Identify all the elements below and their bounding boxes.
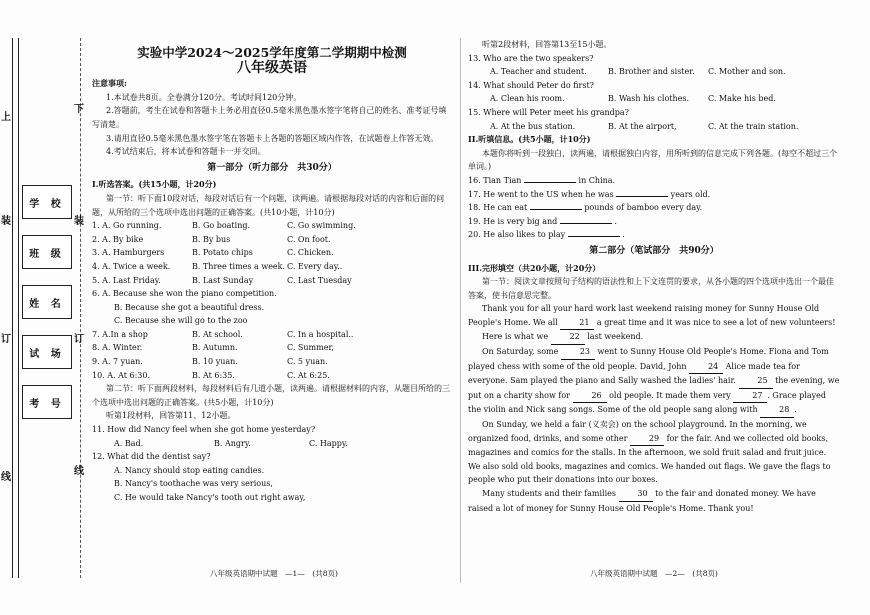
part1-title: 第一部分（听力部分 共30分） bbox=[207, 162, 337, 173]
notice-item-2: 2.答题前，考生在试卷和答题卡上务必用直径0.5毫米黑色墨水签字笔将自己的姓名、准考证号填写清楚。 bbox=[92, 106, 447, 129]
option-a[interactable]: 3. A. Hamburgers bbox=[92, 248, 165, 258]
notice-heading: 注意事项: bbox=[92, 78, 127, 89]
question-row bbox=[92, 233, 452, 247]
passage-paragraph: Thank you for all your hard work last weekend raising money for Sunny House Old People's Home. We all 21 a great time and it was nice to see a lot of new volunteers! bbox=[468, 302, 840, 330]
q6-option-a[interactable]: 6. A. Because she won the piano competition. bbox=[92, 289, 277, 299]
option-a[interactable]: A. Clean his room. bbox=[490, 94, 565, 104]
section-iii-intro: 第一节：阅读文章按照句子结构的语法性和上下文连贯的要求，从各小题的四个选项中选出一个最佳答案，使书信意思完整。 bbox=[468, 277, 834, 300]
exam-subject: 八年级英语 bbox=[237, 59, 307, 76]
margin-char-xian-left: 线 bbox=[1, 472, 11, 483]
page-footer-right: 八年级英语期中试题 —2— (共8页) bbox=[590, 569, 718, 578]
option-a[interactable]: 4. A. Twice a week. bbox=[92, 261, 171, 271]
cloze-blank[interactable]: 27 bbox=[733, 389, 767, 404]
section-i-title: I.听选答案。(共15小题，计20分) bbox=[92, 179, 217, 190]
part2-title: 第二部分（笔试部分 共90分） bbox=[589, 245, 719, 256]
question-row bbox=[92, 341, 452, 355]
name-field[interactable]: 姓 名 bbox=[22, 285, 72, 319]
passage-paragraph: On Saturday, some 23 went to Sunny House Old People's Home. Fiona and Tom played chess with some of the old people. David, John 24 Alice made tea for everyone. Sam played the piano and Sally washed the ladies' hair. 25 the evening, we put on a charity show for 26 old people. It made them very 27 . Grace played the violin and Nick sang songs. Some of the old people sang along with 28 . bbox=[468, 345, 840, 418]
cut-line bbox=[80, 38, 81, 578]
question-row bbox=[92, 328, 452, 342]
option-a[interactable]: A. Bad. bbox=[114, 438, 144, 448]
option-b[interactable]: B. Go boating. bbox=[192, 221, 251, 231]
section-ii-title: II.听填信息。(共5小题，计10分) bbox=[468, 134, 591, 145]
page-footer-left: 八年级英语期中试题 —1— (共8页) bbox=[210, 569, 338, 578]
q12-option-b[interactable]: B. Nancy's toothache was very serious, bbox=[114, 479, 273, 489]
q13-stem: 13. Who are the two speakers? bbox=[468, 53, 594, 63]
option-b[interactable]: B. At 6:35. bbox=[192, 370, 235, 380]
fill-blank[interactable] bbox=[524, 182, 576, 183]
fill-item: 17. He went to the US when he was years old. bbox=[468, 189, 711, 199]
option-c[interactable]: C. Every day.. bbox=[287, 261, 343, 271]
option-a[interactable]: 1. A. Go running. bbox=[92, 221, 162, 231]
question-row bbox=[92, 369, 452, 383]
fill-blank[interactable] bbox=[568, 236, 620, 237]
section-i-intro: 第一节：听下面10段对话，每段对话后有一个问题，读两遍。请根据每段对话的内容和后面的问题，从所给的三个选项中选出问题的正确答案。(共10小题，计10分) bbox=[92, 193, 445, 217]
right-column bbox=[468, 38, 840, 515]
school-field[interactable]: 学 校 bbox=[22, 185, 72, 219]
class-field[interactable]: 班 级 bbox=[22, 235, 72, 269]
q6-option-c[interactable]: C. Because she will go to the zoo bbox=[114, 316, 248, 326]
option-c[interactable]: C. Last Tuesday bbox=[287, 275, 352, 285]
option-a[interactable]: 8. A. Winter. bbox=[92, 343, 143, 353]
notice-item-1: 1.本试卷共8页。全卷满分120分。考试时间120分钟。 bbox=[106, 92, 302, 102]
option-a[interactable]: 2. A. By bike bbox=[92, 234, 144, 244]
notice-item-3: 3.请用直径0.5毫米黑色墨水签字笔在答题卡上各题的答题区域内作答，在试题卷上作答无效。 bbox=[106, 133, 439, 143]
cloze-blank[interactable]: 21 bbox=[560, 316, 594, 331]
fill-item: 20. He also likes to play . bbox=[468, 230, 625, 240]
q12-option-c[interactable]: C. He would take Nancy's tooth out right away, bbox=[114, 493, 306, 502]
margin-char-xian-right: 线 bbox=[74, 466, 84, 477]
option-c[interactable]: C. In a hospital.. bbox=[287, 329, 354, 339]
option-a[interactable]: 7. A.In a shop bbox=[92, 329, 148, 339]
q14-options bbox=[468, 92, 840, 106]
option-c[interactable]: C. Happy. bbox=[309, 438, 348, 448]
option-b[interactable]: B. At school. bbox=[192, 329, 243, 339]
option-c[interactable]: C. At the train station. bbox=[708, 121, 799, 131]
exam-title: 实验中学2024～2025学年度第二学期期中检测 bbox=[137, 45, 407, 60]
q12-option-a[interactable]: A. Nancy should stop eating candies. bbox=[114, 465, 265, 475]
option-b[interactable]: B. By bus bbox=[192, 234, 231, 244]
option-b[interactable]: B. Last Sunday bbox=[192, 275, 254, 285]
option-b[interactable]: B. Angry. bbox=[214, 438, 251, 448]
fill-item: 18. He can eat pounds of bamboo every day. bbox=[468, 203, 703, 213]
q15-stem: 15. Where will Peter meet his grandpa? bbox=[468, 107, 629, 117]
section-i-part2-intro: 第二节：听下面两段材料，每段材料后有几道小题，读两遍。请根据材料的内容，从题目所给的三个选项中选出问题的正确答案。(共5小题，计10分) bbox=[92, 384, 450, 407]
passage-paragraph: Many students and their families 30 to the fair and donated money. We have raised a lot of money for Sunny House Old People's Home. Thank you! bbox=[468, 489, 816, 513]
margin-char-zhuang-right: 装 bbox=[74, 216, 84, 227]
fill-blank[interactable] bbox=[560, 223, 612, 224]
option-b[interactable]: B. Autumn. bbox=[192, 343, 238, 353]
margin-line-left-inner bbox=[18, 38, 19, 578]
cloze-blank[interactable]: 30 bbox=[619, 487, 653, 502]
cloze-blank[interactable]: 24 bbox=[689, 360, 723, 375]
question-row bbox=[92, 246, 452, 260]
fill-blank[interactable] bbox=[530, 209, 582, 210]
binding-margin bbox=[0, 0, 85, 615]
q14-stem: 14. What should Peter do first? bbox=[468, 80, 594, 90]
fill-blank[interactable] bbox=[616, 196, 668, 197]
exam-number-field[interactable]: 考 号 bbox=[22, 385, 72, 419]
section-iii-title: III.完形填空（共20小题，计20分） bbox=[468, 262, 601, 273]
option-c[interactable]: C. Make his bed. bbox=[708, 94, 776, 104]
cloze-blank[interactable]: 29 bbox=[630, 432, 664, 447]
cloze-blank[interactable]: 25 bbox=[739, 374, 773, 389]
option-c[interactable]: C. Mother and son. bbox=[708, 67, 786, 77]
option-a[interactable]: 10. A. At 6:30. bbox=[92, 370, 151, 380]
q13-options bbox=[468, 65, 840, 79]
margin-char-top-right: 下 bbox=[74, 104, 84, 115]
option-a[interactable]: 9. A. 7 yuan. bbox=[92, 357, 143, 367]
option-c[interactable]: C. Chicken. bbox=[287, 248, 334, 258]
question-row bbox=[92, 274, 452, 288]
option-b[interactable]: B. 10 yuan. bbox=[192, 357, 238, 367]
column-divider bbox=[460, 38, 461, 583]
option-b[interactable]: B. Three times a week. bbox=[192, 261, 286, 271]
option-c[interactable]: C. 5 yuan. bbox=[287, 357, 328, 367]
cloze-blank[interactable]: 28 bbox=[760, 403, 794, 418]
option-a[interactable]: A. At the bus station. bbox=[490, 121, 576, 131]
option-b[interactable]: B. Brother and sister. bbox=[608, 67, 695, 77]
listen-material-2: 听第2段材料，回答第13至15小题。 bbox=[482, 40, 612, 49]
option-b[interactable]: B. At the airport, bbox=[608, 121, 677, 131]
fill-item: 16. Tian Tian in China. bbox=[468, 175, 616, 185]
option-c[interactable]: C. Summer, bbox=[287, 343, 334, 353]
left-column bbox=[92, 38, 452, 505]
option-a[interactable]: A. Teacher and student. bbox=[490, 67, 587, 77]
fill-item: 19. He is very big and . bbox=[468, 216, 617, 226]
section-ii-intro: 本题你将听到一段独白，读两遍，请根据独白内容，用所听到的信息完成下列各题。(每空不超过三个单词。) bbox=[468, 148, 838, 172]
exam-room-field[interactable]: 试 场 bbox=[22, 335, 72, 369]
option-b[interactable]: B. Wash his clothes. bbox=[608, 94, 690, 104]
option-c[interactable]: C. At 6:25. bbox=[287, 370, 330, 380]
q15-options bbox=[468, 120, 840, 134]
option-c[interactable]: C. Go swimming. bbox=[287, 221, 356, 231]
margin-char-zhuang-left: 装 bbox=[1, 216, 11, 227]
passage-paragraph: Here is what we 22 last weekend. bbox=[468, 330, 840, 345]
q6-option-b[interactable]: B. Because she got a beautiful dress. bbox=[114, 302, 265, 312]
notice-item-4: 4.考试结束后，将本试卷和答题卡一并交回。 bbox=[106, 147, 266, 157]
margin-char-ding-right: 订 bbox=[74, 334, 84, 345]
option-b[interactable]: B. Potato chips bbox=[192, 248, 253, 258]
cloze-blank[interactable]: 26 bbox=[573, 389, 607, 404]
q11-options bbox=[92, 437, 452, 451]
option-c[interactable]: C. On foot. bbox=[287, 234, 331, 244]
question-row bbox=[92, 355, 452, 369]
q12-stem: 12. What did the dentist say? bbox=[92, 452, 211, 462]
passage-paragraph: On Sunday, we held a fair (义卖会) on the school playground. In the morning, we organized food, drinks, and some other 29 for the fair. And we collected old books, magazines and comics for the stalls. In the afternoon, we sold fruit salad and fruit juice. We also sold old books, magazines and comics. We handed out flags. We gave the flags to people who put their donations into our boxes. bbox=[468, 420, 831, 485]
margin-char-ding-left: 订 bbox=[1, 334, 11, 345]
listen-material-1: 听第1段材料，回答第11、12小题。 bbox=[106, 411, 236, 421]
option-a[interactable]: 5. A. Last Friday. bbox=[92, 275, 161, 285]
question-row bbox=[92, 219, 452, 233]
cloze-blank[interactable]: 22 bbox=[551, 330, 585, 345]
question-row bbox=[92, 260, 452, 274]
cloze-blank[interactable]: 23 bbox=[561, 345, 595, 360]
q11-stem: 11. How did Nancy feel when she got home yesterday? bbox=[92, 425, 316, 435]
margin-char-top-left: 上 bbox=[1, 112, 11, 123]
margin-line-left bbox=[12, 38, 13, 578]
